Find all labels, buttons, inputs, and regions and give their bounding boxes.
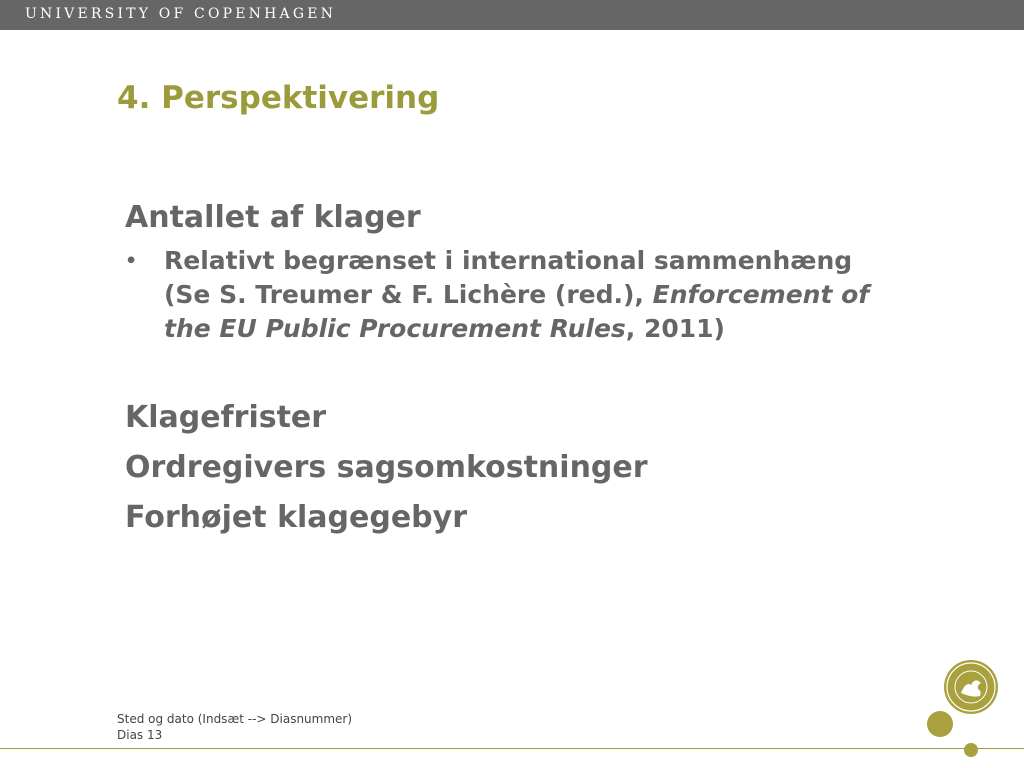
heading-klagegebyr: Forhøjet klagegebyr [125, 500, 468, 535]
bullet-item [125, 244, 885, 346]
university-name: UNIVERSITY OF COPENHAGEN [25, 6, 337, 22]
section-heading: Antallet af klager [125, 200, 421, 235]
footer-divider [0, 748, 1024, 749]
university-seal-logo [944, 660, 998, 714]
heading-sagsomkostninger: Ordregivers sagsomkostninger [125, 450, 648, 485]
book-title: Enforcement of the EU Public Procurement Rules [164, 280, 870, 343]
decorative-dot-small [964, 743, 978, 757]
slide-number: Dias 13 [117, 728, 163, 742]
slide-body [125, 198, 885, 543]
heading-klagefrister: Klagefrister [125, 400, 327, 435]
bullet-text-end: , 2011) [625, 314, 725, 343]
header-bar [0, 0, 1024, 30]
decorative-dot-large [927, 711, 953, 737]
bullet-text: Relativt begrænset i international sammenhæng (Se S. Treumer & F. Lichère (red.), [164, 246, 853, 309]
footer-place-date: Sted og dato (Indsæt --> Diasnummer) [117, 712, 353, 726]
bullet-icon: • [125, 250, 138, 272]
footer-text [117, 711, 352, 743]
slide-title: 4. Perspektivering [117, 80, 440, 116]
